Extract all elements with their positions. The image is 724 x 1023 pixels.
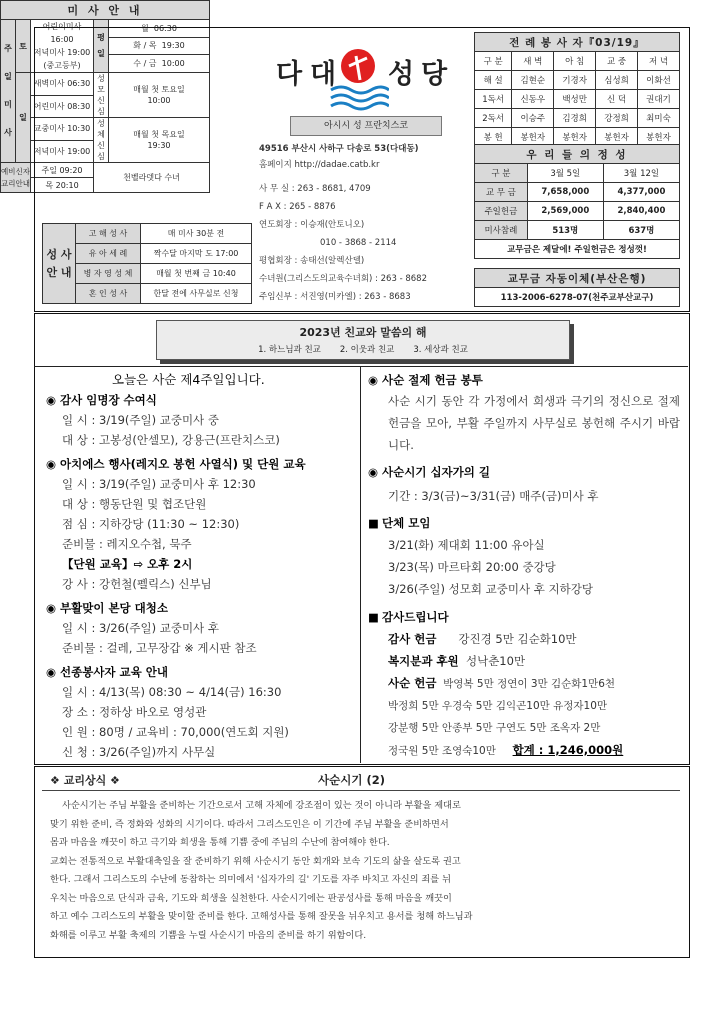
offerings-title: 우 리 들 의 정 성 <box>475 145 680 164</box>
cell: 2독서 <box>475 109 512 128</box>
table-row <box>475 221 680 240</box>
doctrine-line: 하고 예수 그리스도의 부활을 맞이할 준비를 한다. 고해성사를 통해 잘못을 뉘우치고 용서를 청해 하느님과 <box>50 911 473 922</box>
column-divider <box>360 367 361 763</box>
cell: 2,840,400 <box>603 202 679 221</box>
sacrament-time: 한달 전에 사무실로 신청 <box>141 284 252 304</box>
parish-address: 49516 부산시 사하구 다송로 53(다대동) <box>259 144 419 154</box>
cell: 봉헌자 <box>596 128 638 147</box>
detail-line: 준비물 : 걸레, 고무장갑 ※ 게시판 참조 <box>62 641 257 655</box>
offer-head: 구 분 <box>475 164 528 183</box>
detail-line: 인 원 : 80명 / 교육비 : 70,000(연도회 지원) <box>62 725 289 739</box>
cell: 해 설 <box>475 71 512 90</box>
cell: 강정희 <box>596 109 638 128</box>
sunday-mass-row: 교중미사 10:30 <box>31 118 94 141</box>
thanks-line: 정국원 5만 조영숙10만 합계 : 1,246,000원 <box>388 743 624 757</box>
liturgy-servers-table <box>474 32 680 147</box>
thanks-line: 강분행 5만 안종부 5만 구연도 5만 조옥자 2만 <box>388 722 601 734</box>
detail-line: 신 청 : 3/26(주일)까지 사무실 <box>62 745 216 759</box>
table-row <box>475 109 680 128</box>
detail-line: 강 사 : 강헌철(펠릭스) 신부님 <box>62 577 212 591</box>
section-cleaning: ◉ 부활맞이 본당 대청소 일 시 : 3/26(주일) 교중미사 후 준비물 : 걸레, 고무장갑 ※ 게시판 참조 <box>46 598 356 658</box>
section-stations: ◉ 사순시기 십자가의 길 기간 : 3/3(금)~3/31(금) 매주(금)미사 후 <box>368 462 680 506</box>
detail-line: 일 시 : 3/19(주일) 교중미사 후 12:30 <box>62 477 256 491</box>
section-volunteer-training: ◉ 선종봉사자 교육 안내 일 시 : 4/13(목) 08:30 ~ 4/14(금) 16:30 장 소 : 정하상 바오로 영성관 인 원 : 80명 / 교육비 : 70,000(연도회 지원) 신 청 : 3/26(주일)까지 사무실 <box>46 662 358 762</box>
parish-homepage[interactable]: 홈페이지 http://dadae.catb.kr <box>259 160 380 170</box>
pastor-phone: 주임신부 : 서진영(미카엘) : 263 - 8683 <box>259 292 411 302</box>
catechumen-time: 주일 09:20 <box>31 163 94 178</box>
meeting-line: 3/23(목) 마르타회 20:00 중강당 <box>388 560 556 574</box>
weekday-label: 평 일 <box>94 20 109 73</box>
doctrine-label: ❖ 교리상식 ❖ <box>50 774 120 787</box>
year-theme-title: 2023년 친교와 말씀의 해 <box>299 326 427 339</box>
detail-line: 일 시 : 3/19(주일) 교중미사 중 <box>62 413 219 427</box>
bullet-icon: ◉ <box>46 601 57 615</box>
thanks-line: 감사 헌금 강진경 5만 김순화10만 <box>388 632 577 646</box>
cell: 최미숙 <box>638 109 680 128</box>
patron-box: 아시시 성 프란치스코 <box>290 116 442 136</box>
detail-line: 【단원 교육】⇨ 오후 2시 <box>62 557 193 571</box>
sacrament-name: 혼 인 성 사 <box>76 284 141 304</box>
bullet-icon: ◉ <box>368 373 379 387</box>
bank-account: 113-2006-6278-07(천주교부산교구) <box>475 288 680 307</box>
convent-phone: 수녀원(그리스도의교육수녀회) : 263 - 8682 <box>259 274 427 284</box>
office-phone: 사 무 실 : 263 - 8681, 4709 <box>259 184 371 194</box>
eucharist-devotion-time: 매월 첫 목요일 19:30 <box>109 118 210 163</box>
cell: 1독서 <box>475 90 512 109</box>
fax-number: F A X : 265 - 8876 <box>259 202 336 212</box>
sunday-mass-label: 주 일 미 사 <box>1 20 16 163</box>
table-row <box>475 202 680 221</box>
catechumen-time: 목 20:10 <box>31 178 94 193</box>
square-bullet-icon: ■ <box>368 610 379 624</box>
parish-logo-icon <box>327 44 389 116</box>
offer-head: 3월 12일 <box>603 164 679 183</box>
detail-line: 일 시 : 4/13(목) 08:30 ~ 4/14(금) 16:30 <box>62 685 282 699</box>
detail-line: 점 심 : 지하강당 (11:30 ~ 12:30) <box>62 517 240 531</box>
bank-transfer-table <box>474 268 680 307</box>
weekday-mass-row: 수 / 금 10:00 <box>109 55 210 73</box>
doctrine-line: 한다. 그래서 그리스도의 수난에 동참하는 의미에서 '십자가의 길' 기도를 자주 바치고 자신의 죄를 뉘 <box>50 874 451 885</box>
detail-line: 대 상 : 고봉성(안셀모), 강용근(프란치스코) <box>62 433 280 447</box>
thanks-line: 복지분과 후원 성낙춘10만 <box>388 654 526 668</box>
cell: 513명 <box>527 221 603 240</box>
detail-line: 준비물 : 레지오수첩, 묵주 <box>62 537 192 551</box>
bullet-icon: ◉ <box>46 457 57 471</box>
offering-note: 교무금은 제달에! 주일헌금은 정성껏! <box>475 240 680 259</box>
catechumen-label: 예비신자 교리안내 <box>1 163 31 193</box>
servers-title: 전 례 봉 사 자『03/19』 <box>475 33 680 52</box>
theme-item: 1. 하느님과 친교 <box>258 345 321 355</box>
sacrament-name: 병 자 영 성 체 <box>76 264 141 284</box>
doctrine-line: 화해를 이루고 부활 축제의 기쁨을 누릴 사순시기 마음의 준비를 하기 위함이다. <box>50 929 367 941</box>
catechumen-teacher: 천벨라뎃다 수녀 <box>94 163 210 193</box>
cell: 봉헌자 <box>554 128 596 147</box>
weekday-mass-row: 화 / 목 19:30 <box>109 37 210 55</box>
eucharist-devotion: 성체신심 <box>94 118 109 163</box>
saturday-masses: 어린이미사 16:00 저녁미사 19:00 (중고등부) <box>31 20 94 73</box>
cell: 7,658,000 <box>527 183 603 202</box>
yeondo-chair-phone: 010 - 3868 - 2114 <box>320 238 397 248</box>
cell: 미사참례 <box>475 221 528 240</box>
detail-text: 기간 : 3/3(금)~3/31(금) 매주(금)미사 후 <box>388 489 599 503</box>
yeondo-chair: 연도회장 : 이승재(안토니오) <box>259 220 365 230</box>
sacrament-time: 매월 첫 번째 금 10:40 <box>141 264 252 284</box>
cell: 봉헌자 <box>512 128 554 147</box>
saturday-label: 토 <box>16 20 31 73</box>
section-thanks: ■ 감사드립니다 감사 헌금 강진경 5만 김순화10만 복지분과 후원 성낙춘10만 사순 헌금 박영복 5만 정연이 3만 김순화1만6천 박정희 5만 우경숙 5만 김익곤10만 유정자10만 강분행 5만 안종부 5만 구연도 5만 조옥자 2만 정국원 5만 조영숙10만 합계 : 1,246,000원 <box>368 606 684 762</box>
sunday-mass-row: 저녁미사 19:00 <box>31 140 94 163</box>
cell: 이화선 <box>638 71 680 90</box>
detail-line: 일 시 : 3/26(주일) 교중미사 후 <box>62 621 219 635</box>
cell: 4,377,000 <box>603 183 679 202</box>
marian-devotion-time: 매월 첫 토요일 10:00 <box>109 73 210 118</box>
weekday-mass-row: 월 06:30 <box>109 20 210 38</box>
council-chair: 평협회장 : 송태선(알렉산델) <box>259 256 365 266</box>
bullet-icon: ◉ <box>368 465 379 479</box>
section-lent-envelope: ◉ 사순 절제 헌금 봉투 사순 시기 동안 각 가정에서 희생과 극기의 정신으로 절제 헌금을 모아, 부활 주일까지 사무실로 봉헌해 주시기 바랍니다. <box>368 370 680 456</box>
detail-line: 대 상 : 행동단원 및 협조단원 <box>62 497 207 511</box>
cell: 주일헌금 <box>475 202 528 221</box>
table-row <box>475 183 680 202</box>
cell: 2,569,000 <box>527 202 603 221</box>
cell: 김경희 <box>554 109 596 128</box>
sacrament-name: 고 해 성 사 <box>76 224 141 244</box>
theme-item: 2. 이웃과 친교 <box>339 345 395 355</box>
doctrine-line: 우치는 마음으로 단식과 금육, 기도와 희생을 실천한다. 사순시기에는 판공성사를 통해 마음을 깨끗이 <box>50 892 452 904</box>
cell: 봉 헌 <box>475 128 512 147</box>
offerings-table <box>474 144 680 259</box>
cell: 교 무 금 <box>475 183 528 202</box>
table-row <box>475 71 680 90</box>
bank-title: 교무금 자동이체(부산은행) <box>475 269 680 288</box>
offer-head: 3월 5일 <box>527 164 603 183</box>
doctrine-line: 교회는 전통적으로 부활대축일을 잘 준비하기 위해 사순시기 동안 회개와 보속 기도의 삶을 살도록 권고 <box>50 855 461 867</box>
detail-line: 장 소 : 정하상 바오로 영성관 <box>62 705 207 719</box>
doctrine-line: 사순시기는 주님 부활을 준비하는 기간으로서 고해 자체에 강조점이 있는 것이 아니라 부활을 제대로 <box>62 800 461 811</box>
cell: 김현순 <box>512 71 554 90</box>
meeting-line: 3/21(화) 제대회 11:00 유아실 <box>388 538 545 552</box>
cell: 신동우 <box>512 90 554 109</box>
doctrine-rule <box>42 790 680 791</box>
thanks-line: 사순 헌금 박영복 5만 정연이 3만 김순화1만6천 <box>388 676 616 690</box>
parish-name: 다 대 성 당 <box>276 59 450 90</box>
servers-head: 저 녁 <box>638 52 680 71</box>
cell: 권대기 <box>638 90 680 109</box>
cell: 신 덕 <box>596 90 638 109</box>
table-row <box>475 90 680 109</box>
year-theme-box <box>156 320 570 360</box>
cell: 백성만 <box>554 90 596 109</box>
today-heading: 오늘은 사순 제4주일입니다. <box>112 372 265 387</box>
sacraments-table <box>42 223 252 304</box>
year-theme-items <box>157 343 569 355</box>
sacrament-time: 매 미사 30분 전 <box>141 224 252 244</box>
doctrine-line: 맞기 위한 준비, 즉 정화와 성화의 시기이다. 따라서 그리스도인은 이 기간에 주님 부활을 준비하면서 <box>50 818 449 830</box>
sacrament-name: 유 아 세 례 <box>76 244 141 264</box>
sunday-label: 일 <box>16 73 31 163</box>
servers-head: 교 중 <box>596 52 638 71</box>
sunday-mass-row: 새벽미사 06:30 <box>31 73 94 96</box>
servers-head: 아 침 <box>554 52 596 71</box>
doctrine-body <box>50 797 680 945</box>
sacrament-time: 짝수달 마지막 도 17:00 <box>141 244 252 264</box>
middle-rule <box>34 366 688 367</box>
section-group-meetings: ■ 단체 모임 3/21(화) 제대회 11:00 유아실 3/23(목) 마르타회 20:00 중강당 3/26(주일) 성모회 교중미사 후 지하강당 <box>368 512 680 600</box>
sacraments-label: 성 사 안 내 <box>43 224 76 304</box>
doctrine-line: 몸과 마음을 깨끗이 하고 극기와 희생을 통해 기쁨 중에 주님의 수난에 참여해야 한다. <box>50 837 390 848</box>
doctrine-title: 사순시기 (2) <box>318 773 385 787</box>
thanks-line: 박정희 5만 우경숙 5만 김익곤10만 유정자10만 <box>388 700 608 712</box>
thanks-total: 합계 : 1,246,000원 <box>512 743 624 757</box>
cell: 기경자 <box>554 71 596 90</box>
cell: 봉헌자 <box>638 128 680 147</box>
theme-item: 3. 세상과 친교 <box>413 345 468 355</box>
section-audit: ◉ 감사 임명장 수여식 일 시 : 3/19(주일) 교중미사 중 대 상 : 고봉성(안셀모), 강용근(프란치스코) <box>46 390 356 450</box>
sunday-mass-row: 어린미사 08:30 <box>31 95 94 118</box>
bullet-icon: ◉ <box>46 665 57 679</box>
cell: 637명 <box>603 221 679 240</box>
marian-devotion: 성모신심 <box>94 73 109 118</box>
cell: 심성희 <box>596 71 638 90</box>
servers-head: 구 분 <box>475 52 512 71</box>
square-bullet-icon: ■ <box>368 516 379 530</box>
cell: 이승주 <box>512 109 554 128</box>
mass-title: 미 사 안 내 <box>1 1 210 20</box>
servers-head: 새 벽 <box>512 52 554 71</box>
meeting-line: 3/26(주일) 성모회 교중미사 후 지하강당 <box>388 582 593 596</box>
bullet-icon: ◉ <box>46 393 57 407</box>
section-acies: ◉ 아치에스 행사(레지오 봉헌 사열식) 및 단원 교육 일 시 : 3/19(주일) 교중미사 후 12:30 대 상 : 행동단원 및 협조단원 점 심 : 지하강당 (11:30 ~ 12:30) 준비물 : 레지오수첩, 묵주 【단원 교육】⇨ 오후 2시 강 사 : 강헌철(펠릭스) 신부님 <box>46 454 358 594</box>
detail-text: 사순 시기 동안 각 가정에서 희생과 극기의 정신으로 절제 헌금을 모아, 부활 주일까지 사무실로 봉헌해 주시기 바랍니다. <box>388 394 680 452</box>
